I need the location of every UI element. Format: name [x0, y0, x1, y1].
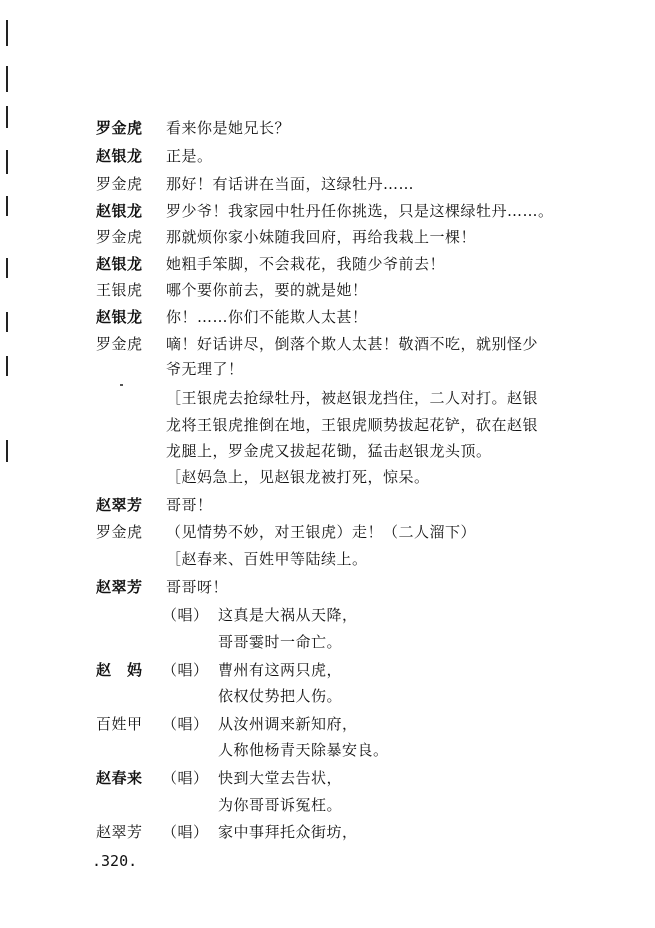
dialogue-text: 爷无理了！: [166, 360, 244, 378]
verse-text: 为你哥哥诉冤枉。: [218, 796, 343, 814]
verse-text: 人称他杨青天除暴安良。: [218, 741, 389, 759]
speaker-name: 赵银龙: [96, 147, 143, 165]
speaker-name: 罗金虎: [96, 523, 143, 541]
print-speck: [120, 384, 123, 386]
stage-direction-text: ［王银虎去抢绿牡丹，被赵银龙挡住，二人对打。赵银: [166, 389, 539, 407]
verse-text: 快到大堂去告状，: [218, 769, 343, 787]
sing-marker: （唱）: [162, 715, 209, 733]
stage-direction-text: 龙将王银虎推倒在地，王银虎顺势拔起花铲，砍在赵银: [166, 416, 539, 434]
speaker-name: 罗金虎: [96, 335, 143, 353]
speaker-name: 赵春来: [96, 769, 143, 787]
sing-marker: （唱）: [162, 661, 209, 679]
speaker-name: 赵 妈: [96, 661, 143, 679]
speaker-name: 赵银龙: [96, 202, 143, 220]
dialogue-text: 哥哥呀！: [166, 578, 229, 596]
stage-direction-text: ［赵妈急上，见赵银龙被打死，惊呆。: [166, 468, 430, 486]
sing-marker: （唱）: [162, 769, 209, 787]
dialogue-text: （见情势不妙，对王银虎）走！（二人溜下）: [166, 523, 477, 541]
margin-mark: [6, 356, 8, 376]
margin-mark: [6, 312, 8, 332]
speaker-name: 赵银龙: [96, 255, 143, 273]
speaker-name: 赵翠芳: [96, 496, 143, 514]
dialogue-text: 她粗手笨脚，不会栽花，我随少爷前去！: [166, 255, 446, 273]
margin-mark: [6, 440, 8, 462]
stage-direction-text: ［赵春来、百姓甲等陆续上。: [166, 550, 368, 568]
sing-marker: （唱）: [162, 823, 209, 841]
speaker-name: 赵翠芳: [96, 578, 143, 596]
dialogue-text: 罗少爷！我家园中牡丹任你挑选，只是这棵绿牡丹……。: [166, 202, 554, 220]
margin-mark: [6, 20, 8, 46]
dialogue-text: 你！……你们不能欺人太甚！: [166, 308, 368, 326]
verse-text: 依权仗势把人伤。: [218, 687, 343, 705]
stage-direction-text: 龙腿上，罗金虎又拔起花锄，猛击赵银龙头顶。: [166, 442, 492, 460]
margin-mark: [6, 66, 8, 92]
dialogue-text: 嘀！好话讲尽，倒落个欺人太甚！敬酒不吃，就别怪少: [166, 335, 539, 353]
dialogue-text: 看来你是她兄长？: [166, 119, 291, 137]
verse-text: 这真是大祸从天降，: [218, 606, 358, 624]
page-number: .320.: [92, 852, 138, 870]
speaker-name: 罗金虎: [96, 228, 143, 246]
verse-text: 从汝州调来新知府，: [218, 715, 358, 733]
margin-mark: [6, 106, 8, 128]
dialogue-text: 那就烦你家小妹随我回府，再给我栽上一棵！: [166, 228, 477, 246]
margin-mark: [6, 150, 8, 174]
dialogue-text: 哪个要你前去，要的就是她！: [166, 281, 368, 299]
margin-mark: [6, 196, 8, 216]
speaker-name: 罗金虎: [96, 175, 143, 193]
dialogue-text: 那好！有话讲在当面，这绿牡丹……: [166, 175, 415, 193]
verse-text: 家中事拜托众街坊，: [218, 823, 358, 841]
verse-text: 哥哥霎时一命亡。: [218, 633, 343, 651]
verse-text: 曹州有这两只虎，: [218, 661, 343, 679]
speaker-name: 百姓甲: [96, 715, 143, 733]
speaker-name: 赵翠芳: [96, 823, 143, 841]
speaker-name: 罗金虎: [96, 119, 143, 137]
dialogue-text: 正是。: [166, 147, 213, 165]
dialogue-text: 哥哥！: [166, 496, 213, 514]
margin-mark: [6, 258, 8, 278]
sing-marker: （唱）: [162, 606, 209, 624]
speaker-name: 王银虎: [96, 281, 143, 299]
speaker-name: 赵银龙: [96, 308, 143, 326]
